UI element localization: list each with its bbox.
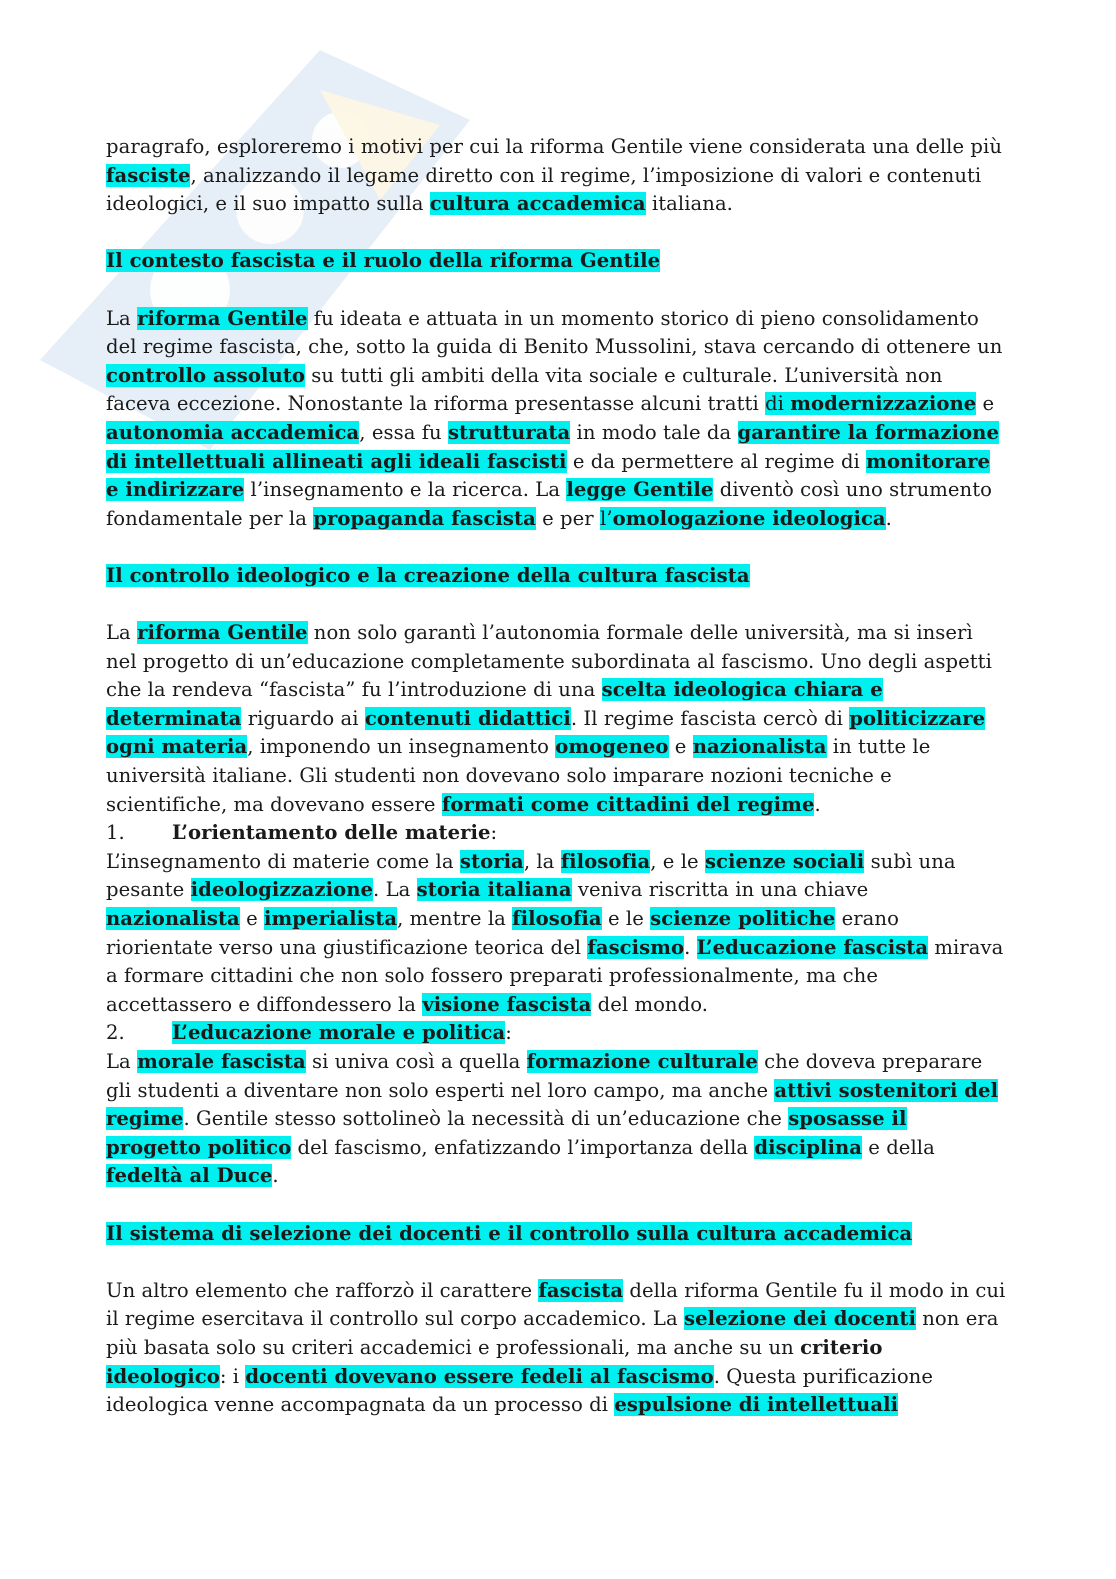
highlighted-text: morale fascista [137, 1050, 306, 1073]
document-body [106, 133, 1006, 1420]
highlighted-text: visione fascista [422, 992, 592, 1016]
highlighted-text: attivi sostenitori del regime [106, 1078, 999, 1131]
paragraph-spacer [106, 276, 1006, 305]
highlighted-text: riforma Gentile [137, 621, 308, 645]
text-run: , e le [650, 849, 705, 873]
text-run: erano riorientate verso una giustificazione teorica del [106, 907, 899, 959]
paragraph-spacer [106, 533, 1006, 562]
text-run: . [684, 935, 697, 959]
text-run: . [814, 792, 821, 816]
highlighted-text: disciplina [754, 1135, 862, 1159]
text-run: e [239, 907, 264, 931]
text-run: non era più basata solo su criteri accademici e professionali, ma anche su un [106, 1307, 999, 1359]
text-run: , essa fu [359, 420, 448, 444]
highlighted-text: omologazione ideologica [612, 506, 886, 530]
text-run: del mondo. [591, 992, 708, 1016]
text-run: non solo garantì l’autonomia formale delle università, ma si inserì nel progetto di un’educazione completamente subordinata al fascismo. Uno degli aspetti che la rendeva “fascista” fu l’introduzione di una [106, 621, 992, 702]
highlighted-text: filosofia [512, 907, 602, 931]
body-paragraph [106, 848, 1006, 1020]
text-run: . Gentile stesso sottolineò la necessità di un’educazione che [183, 1107, 789, 1131]
highlighted-text: fasciste [106, 163, 191, 187]
text-run: della riforma Gentile fu il modo in cui il regime esercitava il controllo sul corpo accademico. La [106, 1278, 1006, 1331]
text-run: che doveva preparare gli studenti a diventare non solo esperti nel loro campo, ma anche [106, 1050, 983, 1102]
text-run: e della [862, 1135, 935, 1159]
highlighted-text: storia italiana [416, 878, 572, 902]
highlighted-text: strutturata [447, 420, 571, 444]
highlighted-text: ideologizzazione [190, 878, 374, 902]
text-run: L’insegnamento di materie come la [106, 849, 460, 873]
highlighted-text: fascismo [587, 935, 685, 959]
text-run: e da permettere al regime di [566, 449, 867, 473]
highlighted-text: filosofia [560, 849, 651, 873]
text-run: e [976, 392, 995, 416]
highlighted-text: Il controllo ideologico e la creazione della cultura fascista [106, 563, 750, 587]
highlighted-text: ideologico [106, 1364, 220, 1388]
highlighted-text: di [765, 392, 791, 416]
paragraph-spacer [106, 1248, 1006, 1277]
list-number: 2. [106, 1021, 125, 1045]
text-run: veniva riscritta in una chiave [571, 878, 869, 902]
highlighted-text: propaganda fascista [313, 506, 536, 530]
text-run: e [668, 735, 693, 759]
text-run: : [490, 821, 498, 845]
text-run: diventò così uno strumento fondamentale per la [106, 478, 992, 530]
text-run: su tutti gli ambiti della vita sociale e culturale. L’università non faceva eccezione. Nonostante la riforma presentasse alcuni tratti [106, 363, 943, 416]
highlighted-text: controllo assoluto [106, 363, 305, 387]
text-run: riguardo ai [241, 706, 365, 730]
highlighted-text: politicizzare ogni materia [106, 706, 986, 759]
paragraph-spacer [106, 591, 1006, 620]
highlighted-text: sposasse il progetto politico [106, 1107, 907, 1159]
text-run: in modo tale da [570, 420, 738, 444]
paragraph-spacer [106, 219, 1006, 248]
text-run: , mentre la [397, 907, 513, 931]
highlighted-text: formati come cittadini del regime [441, 792, 815, 816]
numbered-item [106, 1019, 1006, 1048]
bold-text: criterio [800, 1335, 883, 1359]
text-run: fu ideata e attuata in un momento storico di pieno consolidamento del regime fascista, che, sotto la guida di Benito Mussolini, stava cercando di ottenere un [106, 306, 1003, 359]
highlighted-text: scienze sociali [704, 849, 865, 873]
text-run: . Questa purificazione ideologica venne accompagnata da un processo di [106, 1364, 933, 1417]
text-run: . La [373, 878, 417, 902]
text-run: La [106, 306, 138, 330]
body-paragraph [106, 1048, 1006, 1191]
highlighted-text: espulsione di intellettuali [614, 1393, 899, 1417]
section-heading [106, 1220, 1006, 1249]
highlighted-text: fascista [538, 1278, 624, 1302]
highlighted-text: docenti dovevano essere fedeli al fascismo [245, 1364, 714, 1388]
highlighted-text: imperialista [264, 907, 398, 931]
body-paragraph [106, 1277, 1006, 1420]
highlighted-text: scienze politiche [650, 907, 836, 931]
highlighted-text: nazionalista [106, 907, 240, 931]
body-paragraph [106, 133, 1006, 219]
text-run: . Il regime fascista cercò di [570, 706, 850, 730]
highlighted-text: formazione culturale [526, 1050, 758, 1073]
numbered-item [106, 819, 1006, 848]
highlighted-text: legge Gentile [566, 478, 714, 502]
text-run: La [106, 621, 138, 645]
text-run: , imponendo un insegnamento [247, 735, 556, 759]
highlighted-text: storia [459, 849, 524, 873]
section-heading [106, 562, 1006, 591]
body-paragraph [106, 619, 1006, 819]
text-run: e per [535, 506, 600, 530]
text-run: La [106, 1050, 138, 1073]
highlighted-text: Il sistema di selezione dei docenti e il controllo sulla cultura accademica [106, 1221, 913, 1245]
text-run: mirava a formare cittadini che non solo fossero preparati professionalmente, ma che accettassero e diffondessero la [106, 935, 1004, 1016]
highlighted-text: selezione dei docenti [684, 1307, 916, 1331]
highlighted-text: nazionalista [692, 735, 827, 759]
highlighted-text: fedeltà al Duce [106, 1164, 273, 1188]
text-run: del fascismo, enfatizzando l’importanza della [291, 1135, 755, 1159]
highlighted-text: cultura accademica [429, 192, 646, 216]
text-run: Un altro elemento che rafforzò il carattere [106, 1278, 539, 1302]
text-run: si univa così a quella [305, 1050, 527, 1073]
text-run: , la [523, 849, 561, 873]
text-run: in tutte le università italiane. Gli studenti non dovevano solo imparare nozioni tecniche e scientifiche, ma dovevano essere [106, 735, 931, 816]
highlighted-text: autonomia accademica [106, 420, 360, 444]
highlighted-text: monitorare e indirizzare [106, 449, 991, 502]
highlighted-text: contenuti didattici [364, 706, 571, 730]
section-heading [106, 247, 1006, 276]
text-run: subì una pesante [106, 849, 956, 902]
highlighted-text: modernizzazione [790, 392, 977, 416]
highlighted-text: l’ [600, 506, 613, 530]
text-run: : [505, 1021, 512, 1045]
highlighted-text: omogeneo [555, 735, 669, 759]
highlighted-text: scelta ideologica chiara e determinata [106, 678, 883, 730]
paragraph-spacer [106, 1191, 1006, 1220]
highlighted-text: L’educazione fascista [696, 935, 929, 959]
text-run: . [885, 506, 892, 530]
highlighted-text: riforma Gentile [137, 306, 308, 330]
text-run: paragrafo, esploreremo i motivi per cui la riforma Gentile viene considerata una delle più [106, 135, 1002, 158]
text-run: e le [601, 907, 651, 931]
bold-text: L’orientamento delle materie [172, 821, 491, 845]
text-run: : i [219, 1364, 246, 1388]
text-run: . [272, 1164, 279, 1188]
highlighted-text: L’educazione morale e politica [172, 1021, 506, 1045]
text-run: l’insegnamento e la ricerca. La [244, 478, 567, 502]
highlighted-text: Il contesto fascista e il ruolo della riforma Gentile [106, 249, 661, 273]
text-run: , analizzando il legame diretto con il regime, l’imposizione di valori e contenuti ideologici, e il suo impatto sulla [106, 163, 982, 216]
text-run: italiana. [645, 192, 733, 216]
highlighted-text: garantire la formazione di intellettuali allineati agli ideali fascisti [106, 420, 999, 473]
list-number: 1. [106, 821, 125, 845]
body-paragraph [106, 305, 1006, 534]
